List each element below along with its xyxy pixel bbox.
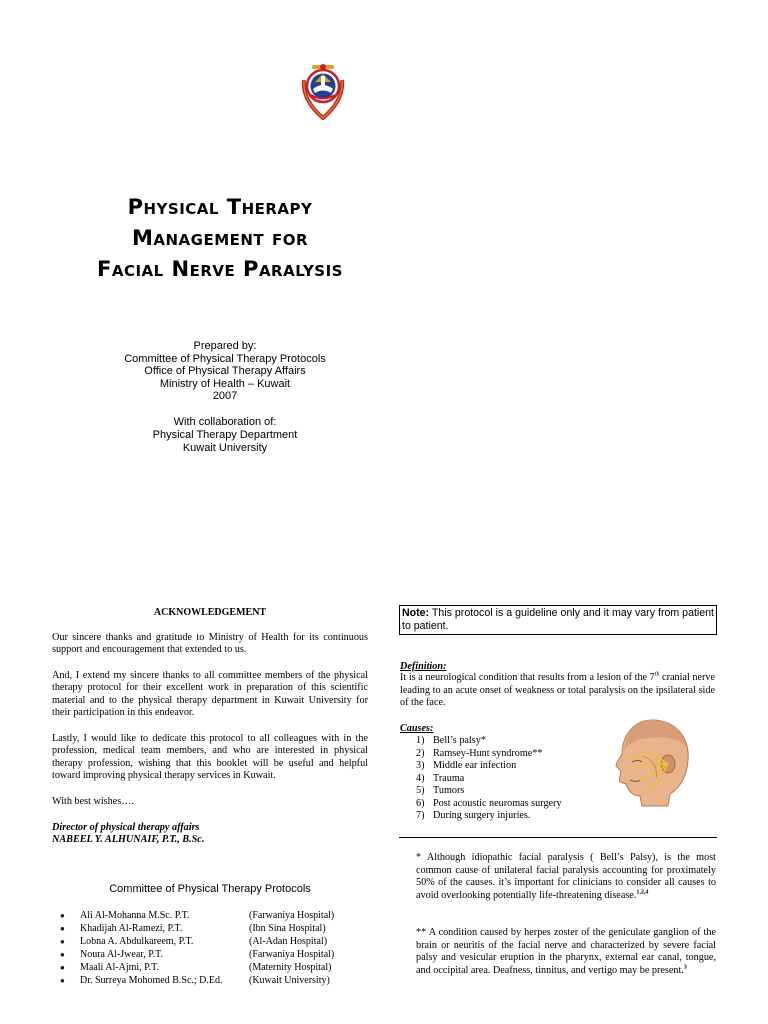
member-hospital: (Ibn Sina Hospital) [249,923,326,935]
acknowledgement-closing [52,796,368,808]
list-item [60,974,380,987]
list-item [60,961,380,974]
note-text: This protocol is a guideline only and it may vary from patient to patient. [402,607,714,632]
member-name: Khadijah Al-Ramezi, P.T. [80,923,183,935]
definition-text-end: cranial nerve leading to an acute onset of weakness or total paralysis on the ipsilateral side of the face. [400,672,716,709]
footnote-ramsey-hunt [416,927,716,977]
list-item [416,798,562,811]
item-text: Trauma [433,772,465,784]
collaboration-label: With collaboration of: [173,416,277,428]
member-hospital: (Farwaniya Hospital) [249,949,335,961]
list-item [60,922,380,935]
member-hospital: (Al-Adan Hospital) [249,936,328,948]
ministry-emblem-logo [298,62,348,120]
member-hospital: (Maternity Hospital) [249,962,332,974]
section-divider [399,837,717,838]
member-name: Dr. Surreya Mohomed B.Sc.; D.Ed. [80,975,223,987]
item-number: 6) [416,797,425,809]
item-number: 1) [416,735,425,746]
bullet-icon: ● [60,963,65,973]
prepared-line: Office of Physical Therapy Affairs [144,365,306,378]
footnote-bells-palsy [416,852,716,902]
definition-text [400,672,715,710]
item-text: Post acoustic neuromas surgery [433,797,562,809]
item-text: Ramsey-Hunt syndrome** [433,747,543,759]
prepared-label: Prepared by: [193,340,257,352]
committee-heading: Committee of Physical Therapy Protocols [109,883,311,895]
signature-title: Director of physical therapy affairs [52,822,200,833]
paragraph-text: With best wishes…. [52,796,134,807]
paragraph-text: Our sincere thanks and gratitude to Ministry of Health for its continuous support and encouragement that extended to us. [52,632,368,656]
list-item [416,810,562,823]
document-title [40,192,400,285]
title-line: Facial Nerve Paralysis [97,257,343,281]
member-name: Maali Al-Ajmi, P.T. [80,962,159,974]
item-number: 4) [416,772,425,784]
prepared-line: Ministry of Health – Kuwait [159,377,291,390]
item-text: Tumors [433,785,465,796]
acknowledgement-paragraph [52,670,368,720]
paragraph-text: Lastly, I would like to dedicate this protocol to all colleagues with in the profession, medical team members, and who are interested in physical therapy profession, wishing that this booklet will be useful and helpful toward improving physical therapy services in Kuwait. [52,733,368,782]
prepared-year: 2007 [212,390,238,403]
list-item [416,785,562,798]
list-item [416,773,562,786]
item-number: 3) [416,760,425,771]
collaboration-line: Physical Therapy Department [152,429,298,441]
paragraph-text: And, I extend my sincere thanks to all committee members of the physical therapy protocol for their excellent work in preparation of this scientific material and to the physical therapy department in Kuwait University for their participation in this endeavor. [52,670,368,719]
acknowledgement-paragraph [52,632,368,657]
bullet-icon: ● [60,976,65,986]
definition-heading: Definition: [400,661,447,672]
causes-list [416,735,562,823]
member-name: Noura Al-Jwear, P.T. [80,949,164,961]
title-line: Management for [131,226,309,250]
prepared-by-block [60,340,390,403]
ordinal-superscript: th [654,671,660,678]
list-item [416,760,562,773]
list-item [416,748,562,761]
note-box [399,605,717,635]
collaboration-block [60,416,390,455]
item-text: During surgery injuries. [433,810,531,821]
signature-name: NABEEL Y. ALHUNAIF, P.T., B.Sc. [52,834,205,845]
acknowledgement-heading: ACKNOWLEDGEMENT [153,607,267,618]
item-text: Middle ear infection [433,760,517,771]
footnote-text: ** A condition caused by herpes zoster of the geniculate ganglion of the brain or neuritis of the facial nerve and characterized by severe facial palsy and vesicular eruption in the pharynx, external ear canal, tongue, and occipital area. Deafness, tinnitus, and vertigo may be present. [416,927,716,976]
item-text: Bell’s palsy* [433,735,486,746]
bullet-icon: ● [60,937,65,947]
list-item [60,948,380,961]
bullet-icon: ● [60,950,65,960]
item-number: 5) [416,785,425,796]
prepared-line: Committee of Physical Therapy Protocols [124,352,326,365]
member-hospital: (Farwaniya Hospital) [249,910,335,921]
member-name: Ali Al-Mohanna M.Sc. P.T. [80,910,190,921]
reference-superscript: 1,2,4 [636,889,649,896]
member-hospital: (Kuwait University) [249,975,330,987]
list-item [60,935,380,948]
collaboration-line: Kuwait University [182,442,268,454]
definition-text-start: It is a neurological condition that results from a lesion of the 7 [400,672,655,683]
causes-heading: Causes: [400,723,434,734]
facial-nerve-anatomy-illustration [612,716,694,808]
note-label: Note: [402,607,430,619]
item-number: 2) [416,747,425,759]
bullet-icon: ● [60,911,65,920]
list-item [416,735,562,748]
member-name: Lobna A. Abdulkareem, P.T. [80,936,194,948]
item-number: 7) [416,810,425,821]
title-line: Physical Therapy [127,195,313,219]
list-item [60,909,380,922]
footnote-text: * Although idiopathic facial paralysis ( Bell’s Palsy), is the most common cause of unilateral facial paralysis accounting for proximately 50% of the causes. it’s important for clinicians to consider all causes to avoid overlooking potentially life-threatening disease. [416,852,716,901]
committee-member-list [60,909,380,988]
acknowledgement-paragraph [52,733,368,783]
bullet-icon: ● [60,924,65,934]
reference-superscript: 3 [683,964,687,971]
